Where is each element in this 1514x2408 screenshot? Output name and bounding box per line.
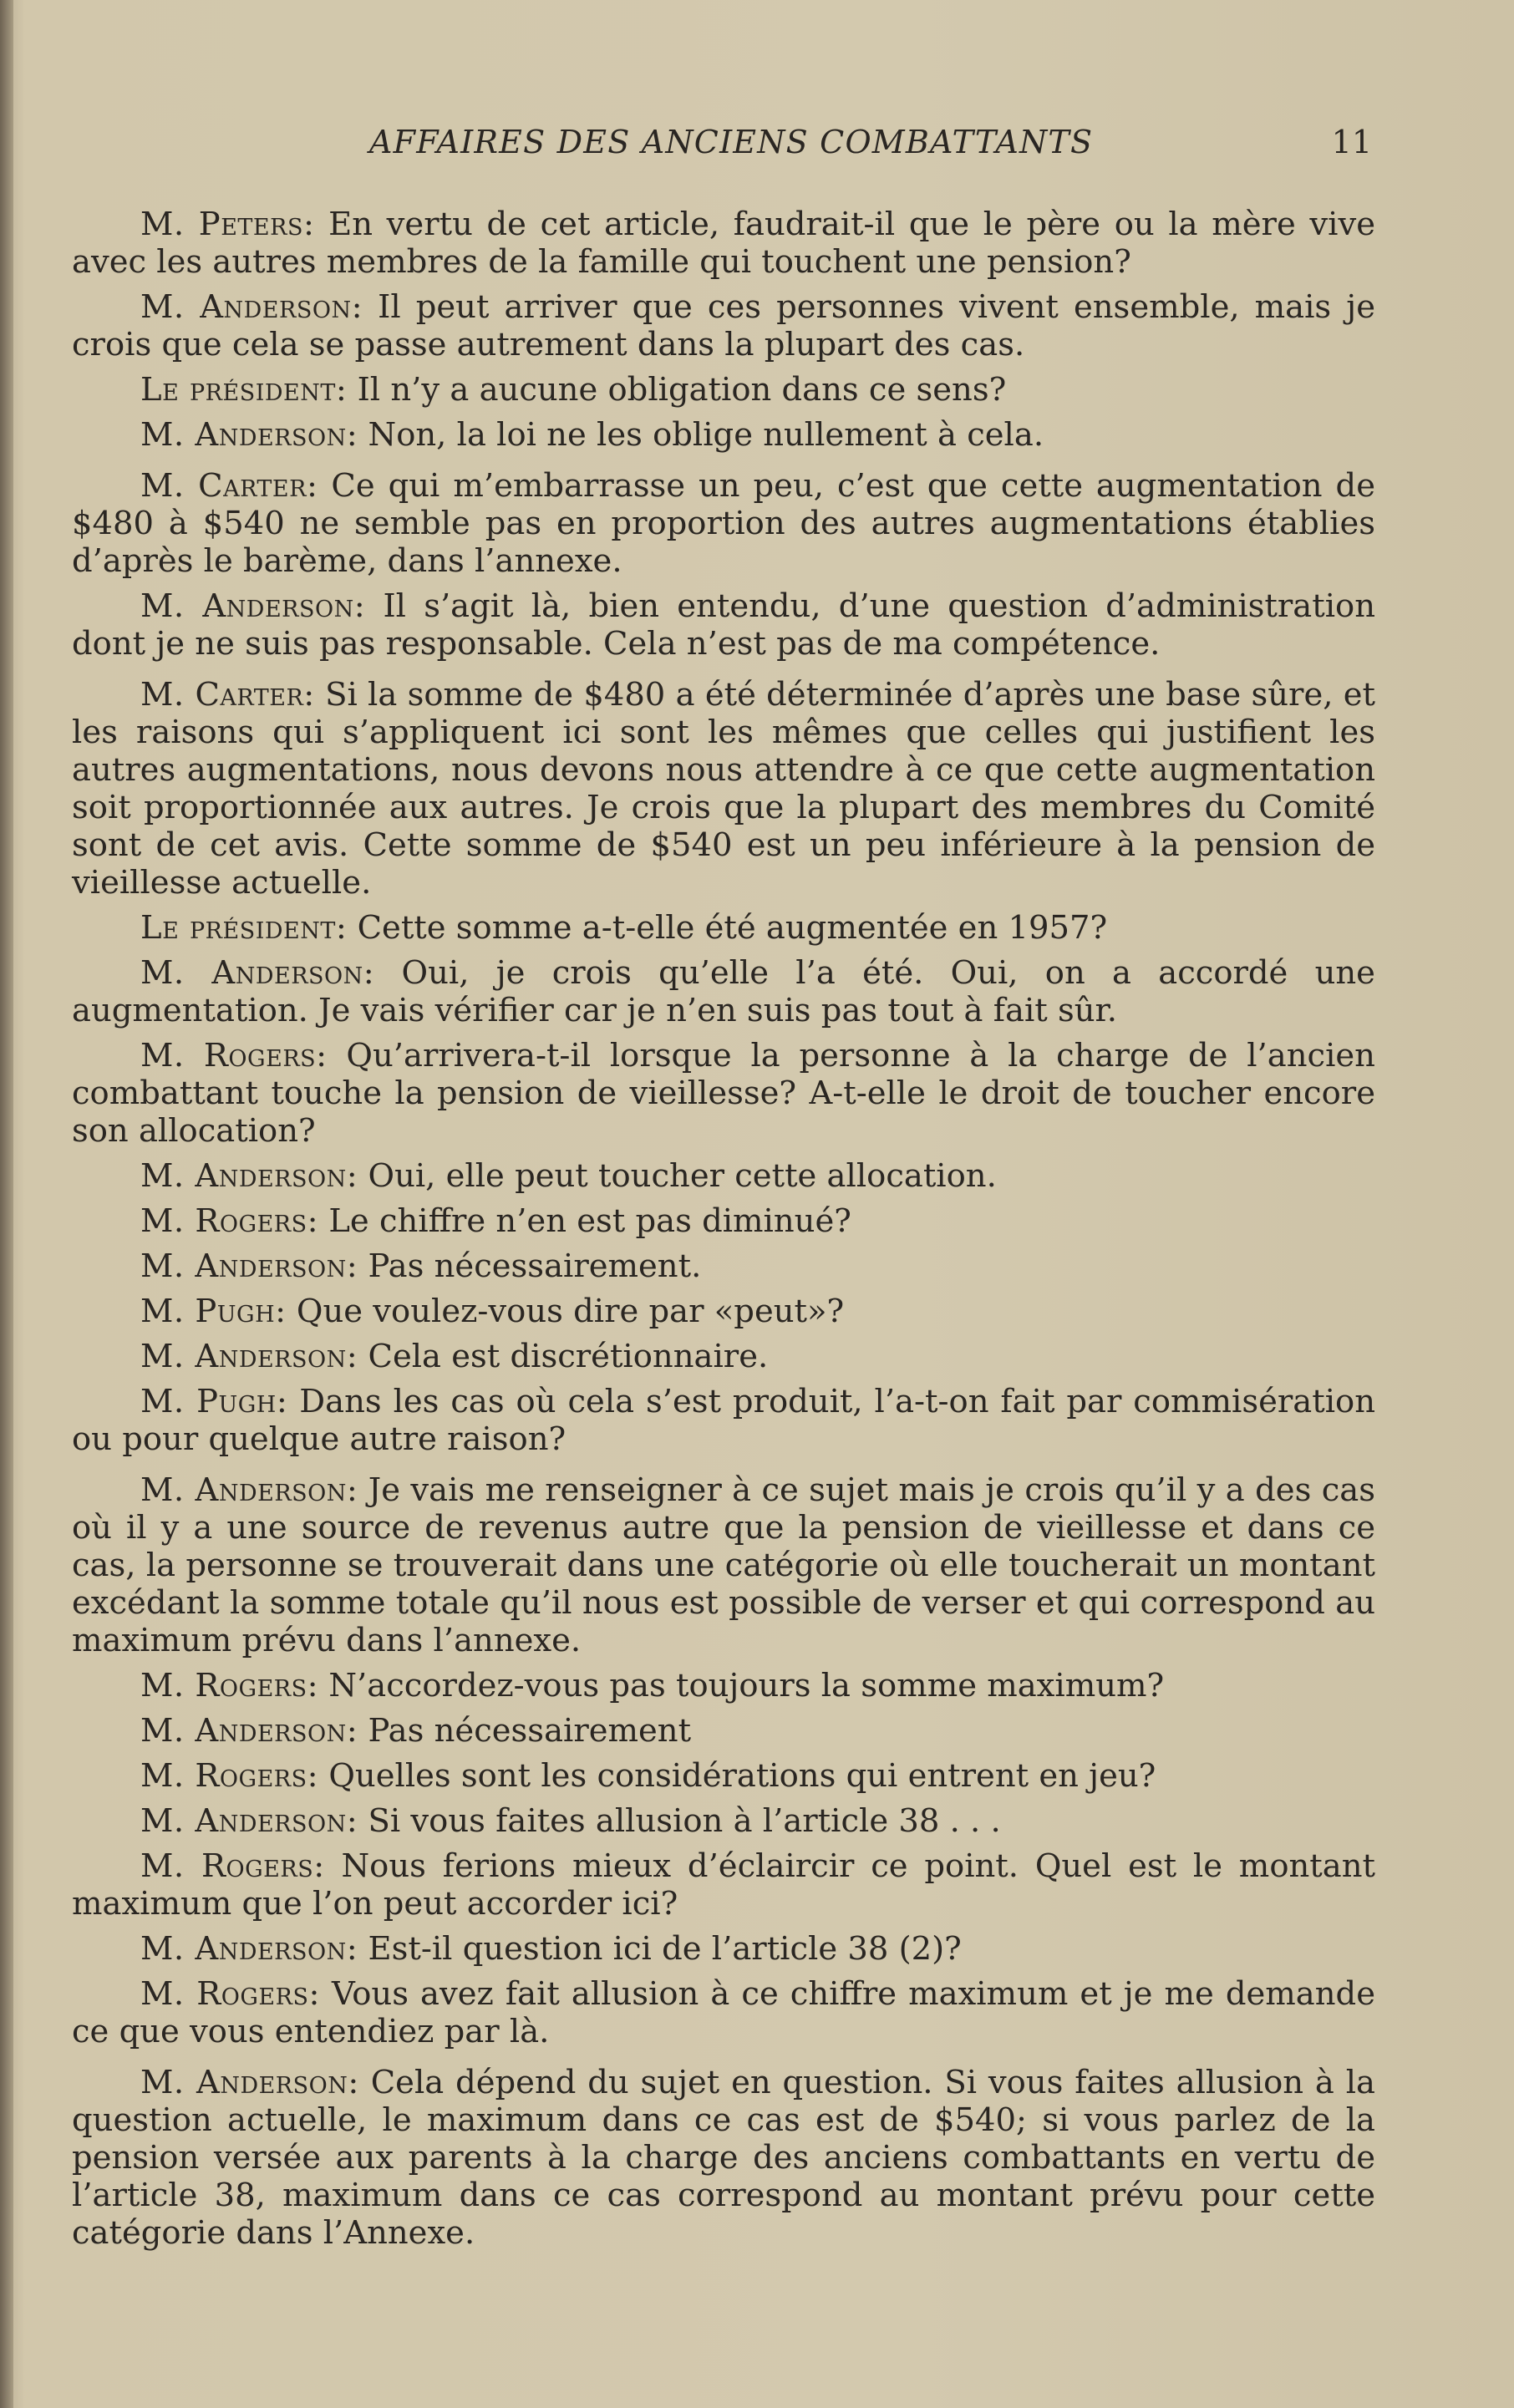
paragraph — [72, 1667, 1375, 1704]
document-body — [72, 206, 1375, 2259]
paragraph — [72, 1757, 1375, 1795]
paragraph — [72, 676, 1375, 902]
paragraph-text: Cela est discrétionnaire. — [368, 1338, 769, 1375]
paragraph-text: Oui, elle peut toucher cette allocation. — [368, 1157, 997, 1195]
paragraph-text: Ce qui m’embarrasse un peu, c’est que cette augmentation de $480 à $540 ne semble pas en proportion des autres augmentations établies d’après le barème, dans l’annexe. — [72, 467, 1375, 580]
paragraph-text: Pas nécessairement. — [368, 1247, 702, 1285]
paragraph-text: Le chiffre n’en est pas diminué? — [328, 1202, 851, 1240]
speaker-name: M. Rogers: — [140, 1757, 319, 1795]
paragraph-text: Quelles sont les considérations qui entrent en jeu? — [328, 1757, 1156, 1795]
speaker-name: M. Carter: — [140, 467, 318, 505]
speaker-name: M. Anderson: — [140, 1930, 358, 1968]
paragraph — [72, 1338, 1375, 1375]
speaker-name: M. Pugh: — [140, 1293, 287, 1330]
paragraph — [72, 1383, 1375, 1458]
speaker-name: M. Anderson: — [140, 1802, 358, 1840]
paragraph-text: Pas nécessairement — [368, 1712, 692, 1750]
paragraph — [72, 416, 1375, 454]
paragraph — [72, 1802, 1375, 1840]
page-number: 11 — [1331, 124, 1372, 160]
binding-edge — [0, 0, 13, 2408]
paragraph — [72, 1202, 1375, 1240]
paragraph-text: En vertu de cet article, faudrait-il que le père ou la mère vive avec les autres membres de la famille qui touchent une pension? — [72, 206, 1375, 281]
speaker-name: M. Anderson: — [140, 1338, 358, 1375]
paragraph — [72, 954, 1375, 1029]
speaker-name: M. Rogers: — [140, 1975, 320, 2013]
speaker-name: M. Anderson: — [140, 2064, 359, 2101]
paragraph — [72, 288, 1375, 363]
paragraph — [72, 206, 1375, 281]
paragraph-text: Je vais me renseigner à ce sujet mais je crois qu’il y a des cas où il y a une source de revenus autre que la pension de vieillesse et dans ce cas, la personne se trouverait dans une catégorie où elle toucherait un montant excédant la somme totale qu’il nous est possible de verser et qui correspond au maximum prévu dans l’annexe. — [72, 1471, 1375, 1659]
speaker-name: M. Peters: — [140, 206, 315, 243]
speaker-name: Le président: — [140, 371, 348, 409]
paragraph — [72, 1037, 1375, 1150]
paragraph — [72, 1157, 1375, 1195]
paragraph — [72, 371, 1375, 409]
paragraph-text: Est-il question ici de l’article 38 (2)? — [368, 1930, 962, 1968]
paragraph-text: Oui, je crois qu’elle l’a été. Oui, on a accordé une augmentation. Je vais vérifier car je n’en suis pas tout à fait sûr. — [72, 954, 1375, 1029]
paragraph-text: Que voulez-vous dire par «peut»? — [296, 1293, 845, 1330]
paragraph-text: Il peut arriver que ces personnes vivent ensemble, mais je crois que cela se passe autrement dans la plupart des cas. — [72, 288, 1375, 363]
paragraph-text: Il s’agit là, bien entendu, d’une question d’administration dont je ne suis pas responsable. Cela n’est pas de ma compétence. — [72, 587, 1375, 663]
speaker-name: M. Anderson: — [140, 1471, 358, 1509]
paragraph — [72, 1975, 1375, 2050]
speaker-name: M. Rogers: — [140, 1847, 325, 1885]
speaker-name: M. Anderson: — [140, 1712, 358, 1750]
paragraph — [72, 1293, 1375, 1330]
paragraph — [72, 909, 1375, 947]
paragraph — [72, 587, 1375, 663]
speaker-name: M. Anderson: — [140, 288, 363, 326]
paragraph-text: N’accordez-vous pas toujours la somme maximum? — [328, 1667, 1165, 1704]
paragraph — [72, 1930, 1375, 1968]
paragraph — [72, 2064, 1375, 2252]
paragraph-text: Il n’y a aucune obligation dans ce sens? — [357, 371, 1007, 409]
paragraph — [72, 467, 1375, 580]
page-header — [69, 124, 1372, 174]
speaker-name: M. Rogers: — [140, 1037, 328, 1074]
speaker-name: M. Pugh: — [140, 1383, 288, 1420]
paragraph-text: Cela dépend du sujet en question. Si vous faites allusion à la question actuelle, le maximum dans ce cas est de $540; si vous parlez de la pension versée aux parents à la charge des anciens combattants en vertu de l’article 38, maximum dans ce cas correspond au montant prévu pour cette catégorie dans l’Annexe. — [72, 2064, 1375, 2252]
speaker-name: M. Rogers: — [140, 1667, 319, 1704]
paragraph-text: Dans les cas où cela s’est produit, l’a-t-on fait par commisération ou pour quelque autre raison? — [72, 1383, 1376, 1458]
paragraph-text: Vous avez fait allusion à ce chiffre maximum et je me demande ce que vous entendiez par là. — [72, 1975, 1375, 2050]
paragraph-text: Nous ferions mieux d’éclaircir ce point. Quel est le montant maximum que l’on peut accorder ici? — [72, 1847, 1375, 1923]
paragraph-text: Si vous faites allusion à l’article 38 . . . — [368, 1802, 1001, 1840]
paragraph — [72, 1847, 1375, 1923]
speaker-name: M. Carter: — [140, 676, 315, 714]
paragraph — [72, 1247, 1375, 1285]
speaker-name: M. Rogers: — [140, 1202, 319, 1240]
speaker-name: M. Anderson: — [140, 954, 375, 992]
speaker-name: M. Anderson: — [140, 1247, 358, 1285]
speaker-name: Le président: — [140, 909, 348, 947]
paragraph-text: Qu’arrivera-t-il lorsque la personne à la charge de l’ancien combattant touche la pension de vieillesse? A-t-elle le droit de toucher encore son allocation? — [72, 1037, 1375, 1150]
speaker-name: M. Anderson: — [140, 1157, 358, 1195]
speaker-name: M. Anderson: — [140, 587, 366, 625]
paragraph — [72, 1712, 1375, 1750]
paragraph-text: Non, la loi ne les oblige nullement à cela. — [368, 416, 1044, 454]
paragraph-text: Cette somme a-t-elle été augmentée en 1957? — [357, 909, 1108, 947]
paragraph — [72, 1471, 1375, 1659]
running-title: AFFAIRES DES ANCIENS COMBATTANTS — [369, 124, 1094, 160]
speaker-name: M. Anderson: — [140, 416, 358, 454]
paragraph-text: Si la somme de $480 a été déterminée d’après une base sûre, et les raisons qui s’appliquent ici sont les mêmes que celles qui justifient les autres augmentations, nous devons nous attendre à ce que cette augmentation soit proportionnée aux autres. Je crois que la plupart des membres du Comité sont de cet avis. Cette somme de $540 est un peu inférieure à la pension de vieillesse actuelle. — [72, 676, 1376, 902]
